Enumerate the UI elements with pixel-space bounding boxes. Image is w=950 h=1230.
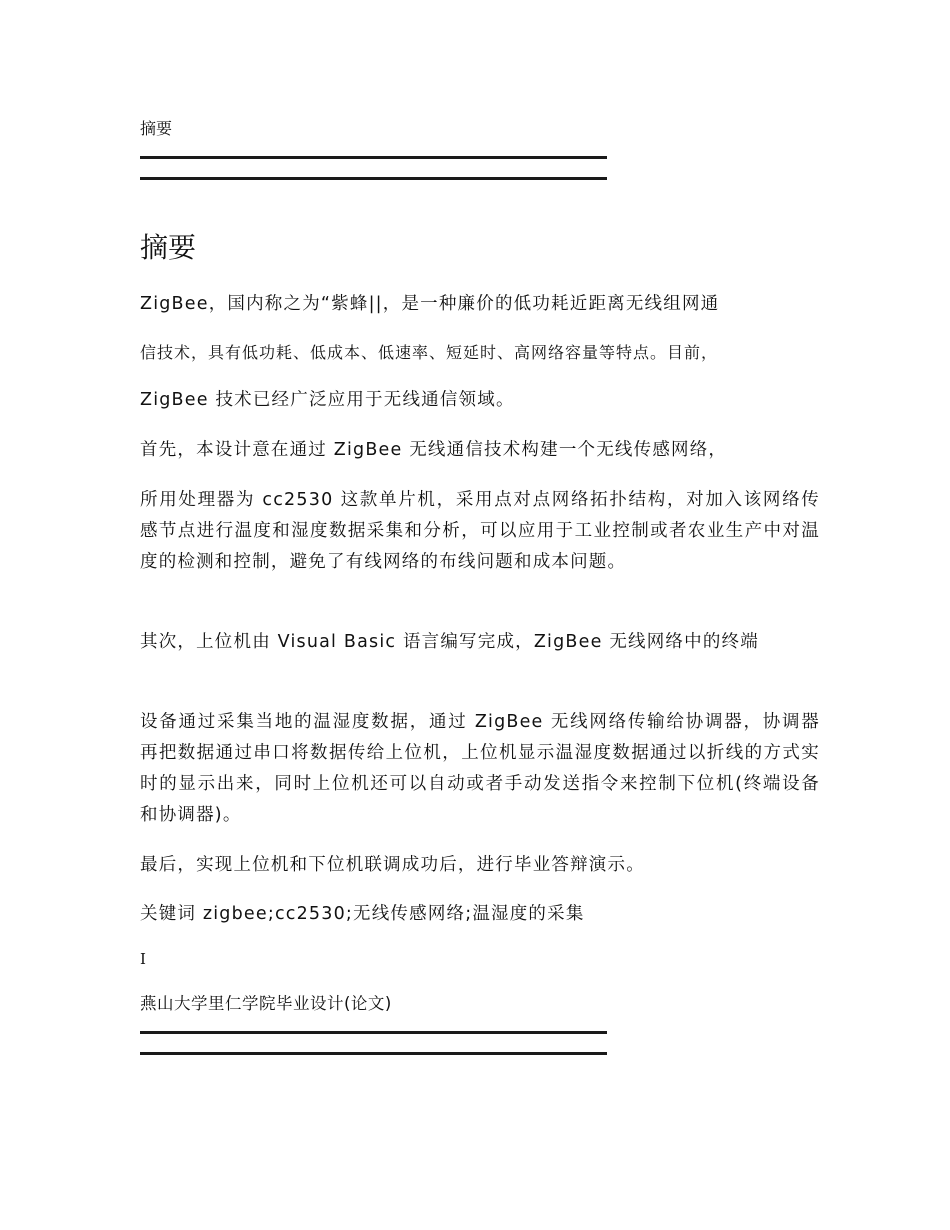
- abstract-paragraph: 信技术，具有低功耗、低成本、低速率、短延时、高网络容量等特点。目前，: [140, 343, 719, 362]
- page-number: I: [140, 950, 146, 968]
- abstract-paragraph: 其次，上位机由 Visual Basic 语言编写完成，ZigBee 无线网络中的终端: [140, 632, 759, 652]
- footer-rule-top: [140, 1031, 607, 1034]
- keywords: 关键词 zigbee;cc2530;无线传感网络;温湿度的采集: [140, 904, 585, 924]
- abstract-paragraph: 最后，实现上位机和下位机联调成功后，进行毕业答辩演示。: [140, 855, 645, 875]
- header-rule-bottom: [140, 177, 607, 180]
- footer-rule-bottom: [140, 1052, 607, 1055]
- abstract-paragraph: 所用处理器为 cc2530 这款单片机，采用点对点网络拓扑结构，对加入该网络传感节点进行温度和湿度数据采集和分析，可以应用于工业控制或者农业生产中对温度的检测和控制，避免了有线网络的布线问题和成本问题。: [140, 490, 820, 572]
- running-footer: 燕山大学里仁学院毕业设计(论文): [140, 994, 392, 1013]
- abstract-paragraph: 设备通过采集当地的温湿度数据，通过 ZigBee 无线网络传输给协调器，协调器再把数据通过串口将数据传给上位机，上位机显示温湿度数据通过以折线的方式实时的显示出来，同时上位机还可以自动或者手动发送指令来控制下位机(终端设备和协调器)。: [140, 712, 820, 825]
- abstract-paragraph: 首先，本设计意在通过 ZigBee 无线通信技术构建一个无线传感网络，: [140, 440, 728, 460]
- page-title: 摘要: [140, 231, 197, 264]
- running-header: 摘要: [140, 119, 173, 138]
- abstract-paragraph: ZigBee，国内称之为“紫蜂||，是一种廉价的低功耗近距离无线组网通: [140, 294, 720, 314]
- header-rule-top: [140, 156, 607, 159]
- abstract-paragraph: ZigBee 技术已经广泛应用于无线通信领域。: [140, 390, 515, 410]
